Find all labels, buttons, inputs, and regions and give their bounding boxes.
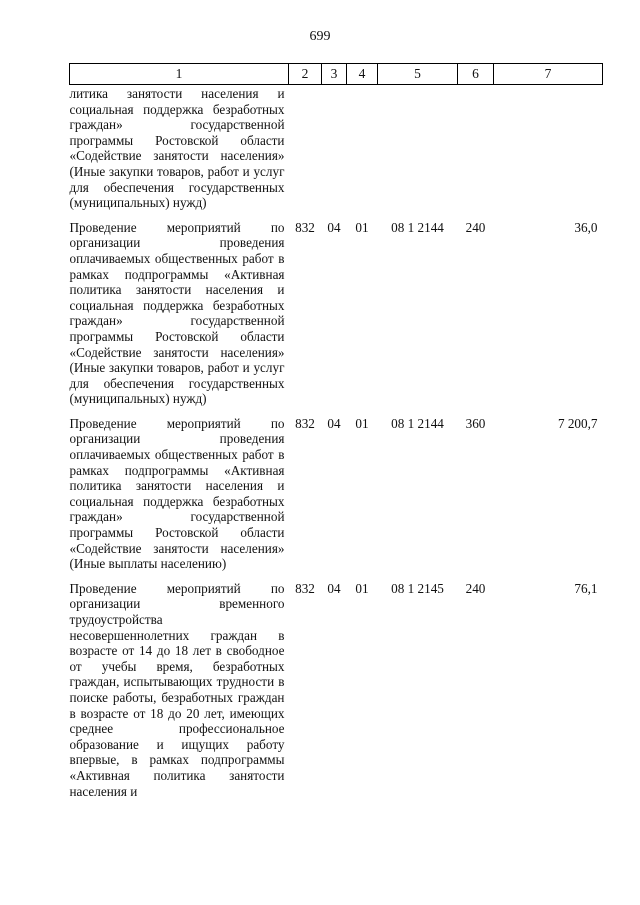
row-section [322,85,347,220]
row-description: Проведение мероприятий по организации проведения оплачиваемых общественных работ в рамках подпрограммы «Активная политика занятости населения и социальная поддержка безработных граждан» государственной программы Ростовской области «Содействие занятости населения» (Иные выплаты населению) [69,415,285,572]
row-subsection: 01 [355,219,369,235]
row-target-article: 08 1 2144 [391,415,444,431]
row-subsection: 01 [355,580,369,596]
row-target-article: 08 1 2144 [391,219,444,235]
page-number: 699 [309,29,331,44]
row-admin-code [289,85,322,220]
row-section: 04 [327,580,341,596]
table-row [70,416,603,581]
row-expense-type: 240 [465,219,486,235]
row-target-article [378,85,458,220]
row-amount: 76,1 [574,580,598,596]
row-section: 04 [327,219,341,235]
row-subsection [347,85,378,220]
row-admin-code: 832 [295,219,315,235]
row-description: Проведение мероприятий по организации временного трудоустройства несовершеннолетних граждан в возрасте от 14 до 18 лет в свободное от учебы время, безработных граждан, испытывающих трудности в поиске работы, безработных граждан в возрасте от 18 до 20 лет, имеющих среднее профессиональное образование и ищущих работу впервые, в рамках подпрограммы «Активная политика занятости населения и [69,580,285,799]
row-amount: 7 200,7 [557,415,598,431]
header-col-7: 7 [494,64,603,85]
row-description: литика занятости населения и социальная поддержка безработных граждан» государственной программы Ростовской области «Содействие занятости населения» (Иные закупки товаров, работ и услуг для обеспечения государственных (муниципальных) нужд) [69,86,285,211]
row-admin-code: 832 [295,415,315,431]
table-row [70,220,603,416]
budget-table [69,63,603,808]
header-col-5: 5 [378,64,458,85]
row-expense-type: 360 [465,415,486,431]
header-col-4: 4 [347,64,378,85]
row-subsection: 01 [355,415,369,431]
row-amount [494,85,603,220]
header-col-6: 6 [458,64,494,85]
row-target-article: 08 1 2145 [391,580,444,596]
row-expense-type: 240 [465,580,486,596]
table-row [70,581,603,808]
table-row [70,85,603,220]
header-col-3: 3 [322,64,347,85]
row-section: 04 [327,415,341,431]
header-col-2: 2 [289,64,322,85]
row-admin-code: 832 [295,580,315,596]
row-expense-type [458,85,494,220]
row-description: Проведение мероприятий по организации проведения оплачиваемых общественных работ в рамках подпрограммы «Активная политика занятости населения и социальная поддержка безработных граждан» государственной программы Ростовской области «Содействие занятости населения» (Иные закупки товаров, работ и услуг для обеспечения государственных (муниципальных) нужд) [69,219,285,407]
table-header-row [70,64,603,85]
row-amount: 36,0 [574,219,598,235]
header-col-1: 1 [70,64,289,85]
